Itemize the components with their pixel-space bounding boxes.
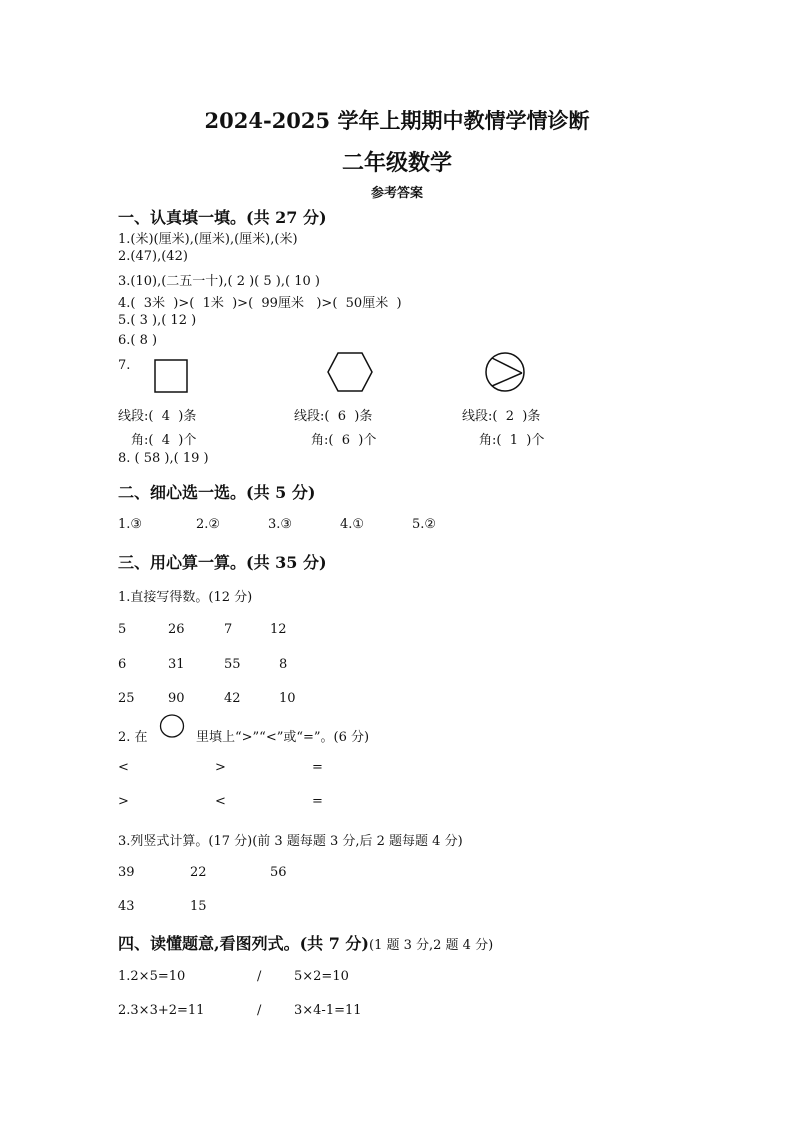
s1-q8: 8. ( 58 ),( 19 )	[118, 451, 209, 466]
hexagon-icon	[327, 352, 373, 392]
s3-q3-cell: 15	[190, 899, 207, 914]
s3-q1-cell: 55	[224, 657, 241, 672]
s3-q3-cell: 43	[118, 899, 135, 914]
s3-q3-cell: 22	[190, 865, 207, 880]
s3-q1-cell: 25	[118, 691, 135, 706]
s3-q1-cell: 31	[168, 657, 185, 672]
s3-q3-cell: 39	[118, 865, 135, 880]
shape2-angles: 角:( 6 )个	[311, 433, 377, 448]
section-heading-4	[118, 931, 493, 954]
page-subtitle: 二年级数学	[341, 150, 452, 176]
s3-q1-cell: 10	[279, 691, 296, 706]
s1-q4: 4.( 3米 )>( 1米 )>( 99厘米 )>( 50厘米 )	[118, 296, 402, 311]
s2-answer: 2.②	[196, 517, 221, 532]
s4-answer: 2.3×3+2=11	[118, 1003, 205, 1018]
page-title: 2024-2025 学年上期期中教情学情诊断	[204, 108, 590, 133]
section-4-title: 四、读懂题意,看图列式。(共 7 分)	[118, 934, 369, 953]
shape1-angles: 角:( 4 )个	[131, 433, 197, 448]
circle-icon	[159, 714, 187, 740]
s3-q1-cell: 12	[270, 622, 287, 637]
s3-q2-cell: <	[118, 760, 129, 775]
s4-answer: 3×4-1=11	[294, 1003, 362, 1018]
s2-answer: 3.③	[268, 517, 293, 532]
square-icon	[154, 359, 188, 393]
s3-q1-cell: 7	[224, 622, 233, 637]
s3-q2-cell: =	[312, 794, 323, 809]
s3-q3-cell: 56	[270, 865, 287, 880]
shape3-angles: 角:( 1 )个	[479, 433, 545, 448]
shape2-segments: 线段:( 6 )条	[294, 409, 373, 424]
s3-q1-title: 1.直接写得数。(12 分)	[118, 590, 253, 605]
s3-q2-cell: >	[215, 760, 226, 775]
s2-answer: 1.③	[118, 517, 143, 532]
s3-q1-cell: 26	[168, 622, 185, 637]
answer-key-label: 参考答案	[370, 186, 423, 201]
s3-q2-suffix: 里填上“>”“<”或“=”。(6 分)	[196, 730, 370, 745]
section-4-note: (1 题 3 分,2 题 4 分)	[369, 938, 494, 953]
shape3-segments: 线段:( 2 )条	[462, 409, 541, 424]
s3-q2-cell: >	[118, 794, 129, 809]
s1-q5: 5.( 3 ),( 12 )	[118, 313, 197, 328]
s3-q3-title: 3.列竖式计算。(17 分)(前 3 题每题 3 分,后 2 题每题 4 分)	[118, 834, 463, 849]
s3-q1-cell: 42	[224, 691, 241, 706]
s2-answer: 4.①	[340, 517, 365, 532]
shape1-segments: 线段:( 4 )条	[118, 409, 197, 424]
s4-answer: 5×2=10	[294, 969, 349, 984]
s3-q2-cell: <	[215, 794, 226, 809]
s3-q1-cell: 6	[118, 657, 127, 672]
s4-separator: /	[257, 969, 262, 984]
s4-separator: /	[257, 1003, 262, 1018]
s3-q1-cell: 8	[279, 657, 288, 672]
s2-answer: 5.②	[412, 517, 437, 532]
s3-q2-cell: =	[312, 760, 323, 775]
s3-q1-cell: 90	[168, 691, 185, 706]
s4-answer: 1.2×5=10	[118, 969, 186, 984]
s1-q3: 3.(10),(二五一十),( 2 )( 5 ),( 10 )	[118, 274, 320, 289]
s3-q2-prefix: 2. 在	[118, 730, 148, 745]
s3-q1-cell: 5	[118, 622, 127, 637]
s1-q6: 6.( 8 )	[118, 333, 158, 348]
section-heading-1: 一、认真填一填。(共 27 分)	[118, 208, 327, 227]
circle-angle-icon	[484, 351, 526, 393]
s1-q7: 7.	[118, 358, 131, 373]
section-heading-2: 二、细心选一选。(共 5 分)	[118, 483, 316, 502]
section-heading-3: 三、用心算一算。(共 35 分)	[118, 553, 327, 572]
s1-q2: 2.(47),(42)	[118, 249, 188, 264]
s1-q1: 1.(米)(厘米),(厘米),(厘米),(米)	[118, 232, 298, 247]
